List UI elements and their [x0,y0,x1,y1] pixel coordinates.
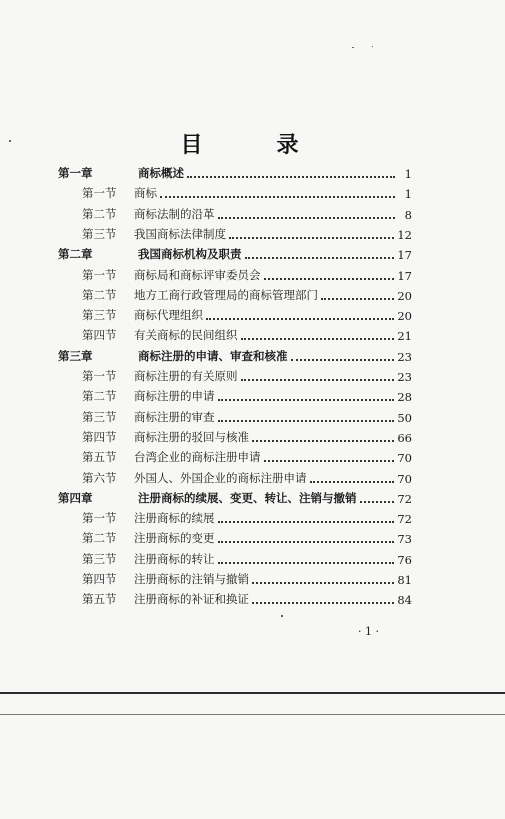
section-title: 注册商标的补证和换证 [134,592,249,607]
section-title: 商标注册的驳回与核准 [134,429,249,444]
page-title: 目 录 [180,132,325,158]
section-number: 第四节 [82,429,117,444]
dot-leader [310,480,395,483]
page-ref: 81 [397,573,412,587]
page-ref: 20 [397,309,412,324]
section-title: 商标注册的审查 [134,409,215,424]
toc-section-row [82,425,412,445]
section-number: 第一节 [82,511,117,526]
toc-section-row [82,303,412,323]
section-number: 第一节 [82,186,117,201]
toc-section-row [82,587,412,607]
section-title: 商标局和商标评审委员会 [134,267,261,282]
toc-section-row [82,547,412,567]
section-number: 第四节 [82,572,117,586]
section-title: 台湾企业的商标注册申请 [134,450,261,465]
toc-section-row [82,181,412,201]
section-title: 注册商标的续展 [134,511,215,526]
dot-leader [241,378,395,381]
section-number: 第三节 [82,551,117,566]
dot-leader [218,540,395,543]
page-ref: 72 [397,491,412,506]
section-title: 注册商标的转让 [134,551,215,566]
section-number: 第二节 [82,531,117,546]
dot-leader [360,500,395,503]
chapter-title: 我国商标机构及职责 [138,247,242,262]
page-ref: 28 [397,390,412,405]
toc-section-row [82,263,412,283]
section-number: 第三节 [82,308,117,323]
toc-section-row [82,222,412,242]
scan-speck [372,46,373,47]
dot-leader [218,419,395,422]
page-ref: 66 [397,430,412,445]
toc-chapter-row [58,344,412,364]
scan-speck [9,140,11,142]
dot-leader [252,439,394,442]
section-number: 第二节 [82,206,117,221]
dot-leader [264,277,395,280]
dot-leader [291,358,395,361]
scan-speck [352,47,354,48]
section-title: 地方工商行政管理局的商标管理部门 [134,287,318,302]
page-ref: 12 [397,227,412,242]
page-ref: 76 [397,552,412,567]
page-ref: 17 [397,248,412,263]
section-number: 第五节 [82,450,117,465]
section-title: 商标法制的沿革 [134,206,215,221]
section-title: 商标注册的申请 [134,389,215,404]
dot-leader [218,398,395,401]
page-ref: 8 [404,207,412,222]
section-title: 我国商标法律制度 [134,226,226,241]
dot-leader [218,216,396,219]
dot-leader [229,236,394,239]
page-ref: 21 [397,329,412,344]
toc-section-row [82,526,412,546]
toc-section-row [82,323,412,343]
chapter-number: 第二章 [58,247,93,262]
section-title: 有关商标的民间组织 [134,328,238,343]
dot-leader [245,256,395,259]
page-ref: 1 [404,167,412,181]
chapter-title: 商标概述 [138,166,184,180]
dot-leader [252,601,394,604]
scan-speck [281,615,283,617]
section-number: 第四节 [82,328,117,343]
section-number: 第二节 [82,389,117,404]
toc-chapter-row [58,242,412,262]
chapter-number: 第四章 [58,490,93,505]
section-title: 商标代理组织 [134,308,203,323]
page-edge-line-lower [0,714,505,715]
toc-section-row [82,364,412,384]
chapter-number: 第三章 [58,348,93,363]
toc-section-row [82,567,412,587]
dot-leader [160,195,395,198]
dot-leader [321,297,394,300]
page-ref: 73 [397,532,412,547]
toc-section-row [82,202,412,222]
page-ref: 23 [397,370,412,384]
section-number: 第二节 [82,287,117,302]
section-title: 注册商标的注销与撤销 [134,572,249,586]
toc-chapter-row [58,486,412,506]
page-ref: 20 [397,288,412,303]
section-number: 第三节 [82,226,117,241]
section-title: 外国人、外国企业的商标注册申请 [134,470,307,485]
section-title: 商标注册的有关原则 [134,369,238,383]
section-number: 第五节 [82,592,117,607]
page-ref: 23 [397,349,412,364]
chapter-title: 商标注册的申请、审查和核准 [138,348,288,363]
dot-leader [187,175,395,178]
page-ref: 70 [397,471,412,486]
page-ref: 70 [397,451,412,466]
dot-leader [264,459,395,462]
section-number: 第一节 [82,369,117,383]
page-ref: 72 [397,512,412,527]
dot-leader [252,581,394,584]
section-number: 第三节 [82,409,117,424]
toc-section-row [82,405,412,425]
toc-section-row [82,283,412,303]
section-title: 商标 [134,186,157,201]
page-ref: 1 [404,187,412,202]
section-number: 第六节 [82,470,117,485]
dot-leader [206,317,394,320]
page-edge-line [0,692,505,694]
chapter-number: 第一章 [58,166,93,180]
section-number: 第一节 [82,267,117,282]
page-ref: 17 [397,268,412,283]
chapter-title: 注册商标的续展、变更、转让、注销与撤销 [138,490,357,505]
dot-leader [241,337,395,340]
page-ref: 50 [397,410,412,425]
section-title: 注册商标的变更 [134,531,215,546]
toc-section-row [82,384,412,404]
toc-section-row [82,445,412,465]
toc-section-row [82,466,412,486]
toc-chapter-row [58,161,412,181]
toc-section-row [82,506,412,526]
page-ref: 84 [397,593,412,608]
dot-leader [218,520,395,523]
dot-leader [218,561,395,564]
page-number: · 1 · [358,625,379,638]
